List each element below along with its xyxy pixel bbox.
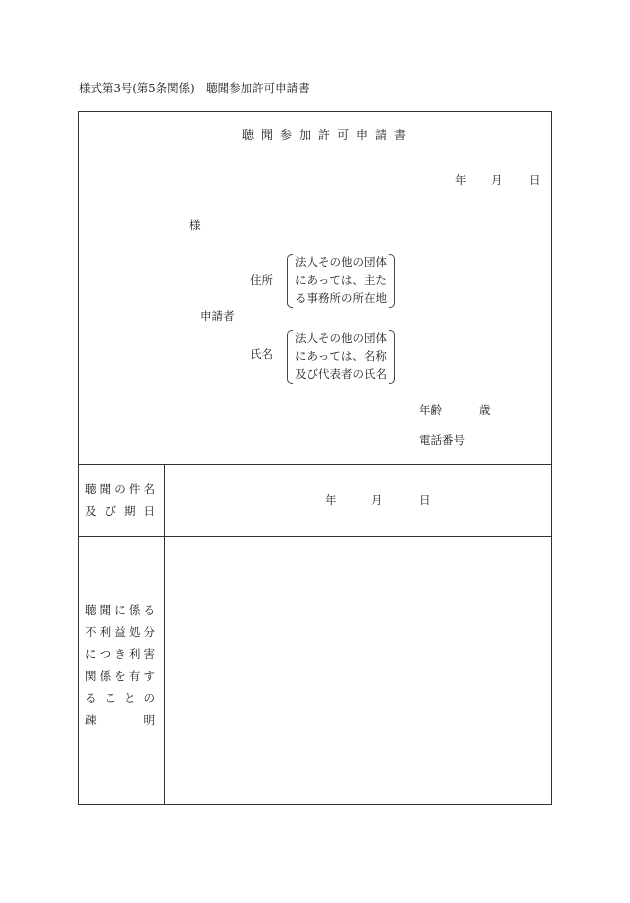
hearing-day-label: 日 <box>419 493 431 507</box>
interest-label-line: 不 利 益 処 分 <box>85 625 155 639</box>
submission-month-label: 月 <box>491 173 503 187</box>
address-note <box>295 253 387 307</box>
hearing-year-label: 年 <box>325 493 337 507</box>
interest-label-line: る こ と の <box>85 691 155 705</box>
name-label: 氏名 <box>250 347 273 361</box>
age-label: 年齢 <box>419 403 442 417</box>
name-note-left-bracket <box>287 330 293 384</box>
submission-year-label: 年 <box>455 173 467 187</box>
address-note-line: 法人その他の団体 <box>295 255 387 269</box>
interest-explanation-label <box>85 599 155 731</box>
name-note-line: 及び代表者の氏名 <box>295 367 387 381</box>
phone-label: 電話番号 <box>419 433 465 447</box>
hearing-subject-date-field[interactable] <box>165 465 551 535</box>
addressee-suffix: 様 <box>189 218 201 232</box>
name-note <box>295 329 387 383</box>
form-title: 聴聞参加許可申請書 <box>242 128 414 142</box>
address-note-left-bracket <box>287 254 293 308</box>
interest-label-line: 疎 明 <box>85 713 155 727</box>
address-note-right-bracket <box>389 254 395 308</box>
name-note-line: にあっては、名称 <box>295 349 387 363</box>
applicant-label: 申請者 <box>200 309 235 323</box>
interest-label-line: 聴 聞 に 係 る <box>85 603 155 617</box>
hearing-subject-label-line: 及 び 期 日 <box>85 504 155 518</box>
hearing-month-label: 月 <box>371 493 383 507</box>
address-note-line: にあっては、主た <box>295 273 387 287</box>
interest-explanation-field[interactable] <box>165 537 551 804</box>
name-note-right-bracket <box>389 330 395 384</box>
name-note-line: 法人その他の団体 <box>295 331 387 345</box>
address-note-line: る事務所の所在地 <box>295 291 387 305</box>
application-form-frame <box>78 111 552 805</box>
form-number-header: 様式第3号(第5条関係) 聴聞参加許可申請書 <box>79 81 310 95</box>
hearing-subject-label-line: 聴 聞 の 件 名 <box>85 482 155 496</box>
address-label: 住所 <box>250 273 273 287</box>
age-unit: 歳 <box>479 403 491 417</box>
submission-day-label: 日 <box>529 173 541 187</box>
hearing-subject-label <box>85 478 155 522</box>
interest-label-line: 関 係 を 有 す <box>85 669 155 683</box>
interest-label-line: に つ き 利 害 <box>85 647 155 661</box>
